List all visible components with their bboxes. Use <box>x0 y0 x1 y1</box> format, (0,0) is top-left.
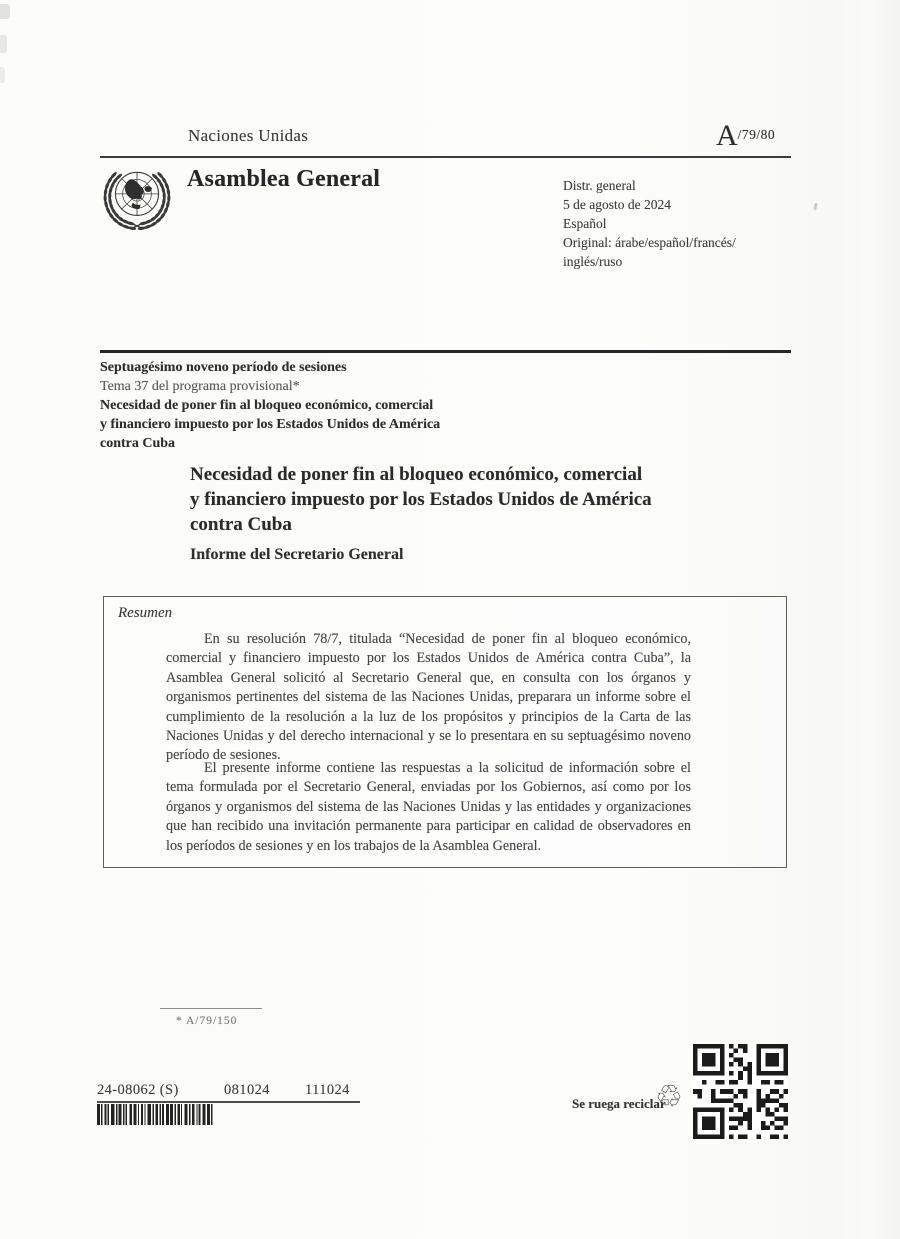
scan-artifact <box>0 35 7 53</box>
distr-line: Distr. general <box>563 178 636 193</box>
footnote-reference: * A/79/150 <box>176 1015 238 1027</box>
header-rule <box>100 156 791 158</box>
job-number: 24-08062 (S) <box>97 1082 179 1098</box>
summary-heading: Resumen <box>118 605 173 621</box>
agenda-topic-line1: Necesidad de poner fin al bloqueo económico, comercial <box>100 398 434 413</box>
session-block <box>100 358 440 453</box>
agenda-topic-line2: y financiero impuesto por los Estados Unidos de América <box>100 417 441 432</box>
original-languages-line2: inglés/ruso <box>563 254 623 269</box>
language-line: Español <box>563 216 607 231</box>
agenda-item: Tema 37 del programa provisional* <box>100 379 300 394</box>
scan-artifact <box>870 0 900 1239</box>
document-symbol-number: /79/80 <box>737 127 776 142</box>
print-date: 081024 <box>224 1082 270 1098</box>
document-title-line1: Necesidad de poner fin al bloqueo económico, comercial <box>190 464 643 485</box>
document-symbol-letter: A <box>716 119 738 152</box>
agenda-topic-line3: contra Cuba <box>100 436 176 451</box>
page-title: Asamblea General <box>187 166 381 192</box>
summary-paragraph-2: El presente informe contiene las respuestas a la solicitud de información sobre el tema formulada por el Secretario General, enviadas por los Gobiernos, así como por los órganos y organismos del sistema de las Naciones Unidas y las entidades y organizaciones que han recibido una invitación permanente para participar en calidad de observadores en los períodos de sesiones y en los trabajos de la Asamblea General. <box>166 760 691 854</box>
summary-paragraph-1: En su resolución 78/7, titulada “Necesidad de poner fin al bloqueo económico, comercial y financiero impuesto por los Estados Unidos de América contra Cuba”, la Asamblea General solicitó al Secretario General que, en consulta con los órganos y organismos pertinentes del sistema de las Naciones Unidas, preparara un informe sobre el cumplimiento de la resolución a la luz de los propósitos y principios de la Carta de las Naciones Unidas y del derecho internacional y se lo presentara en su septuagésimo noveno período de sesiones. <box>166 631 691 764</box>
scan-artifact <box>0 4 10 19</box>
document-title <box>190 462 652 537</box>
scan-artifact <box>813 203 818 211</box>
original-languages-line1: Original: árabe/español/francés/ <box>563 235 736 250</box>
qr-code <box>692 1044 789 1139</box>
distribution-block <box>563 176 736 271</box>
document-subtitle: Informe del Secretario General <box>190 546 404 563</box>
footnote-rule <box>160 1008 262 1009</box>
summary-box <box>103 596 787 868</box>
recycle-label: Se ruega reciclar <box>572 1096 666 1111</box>
document-title-line2: y financiero impuesto por los Estados Unidos de América <box>190 489 652 510</box>
date-line: 5 de agosto de 2024 <box>563 197 671 212</box>
section-rule <box>100 350 791 353</box>
barcode <box>97 1104 217 1125</box>
document-symbol <box>716 121 796 151</box>
reprint-date: 111024 <box>305 1082 350 1098</box>
scan-artifact <box>0 67 5 83</box>
document-title-line3: contra Cuba <box>190 514 292 535</box>
un-emblem-icon <box>99 163 175 235</box>
footer-rule <box>97 1101 360 1103</box>
org-name: Naciones Unidas <box>188 126 309 145</box>
session-period: Septuagésimo noveno período de sesiones <box>100 360 347 375</box>
recycle-icon: ♲ <box>655 1079 683 1115</box>
